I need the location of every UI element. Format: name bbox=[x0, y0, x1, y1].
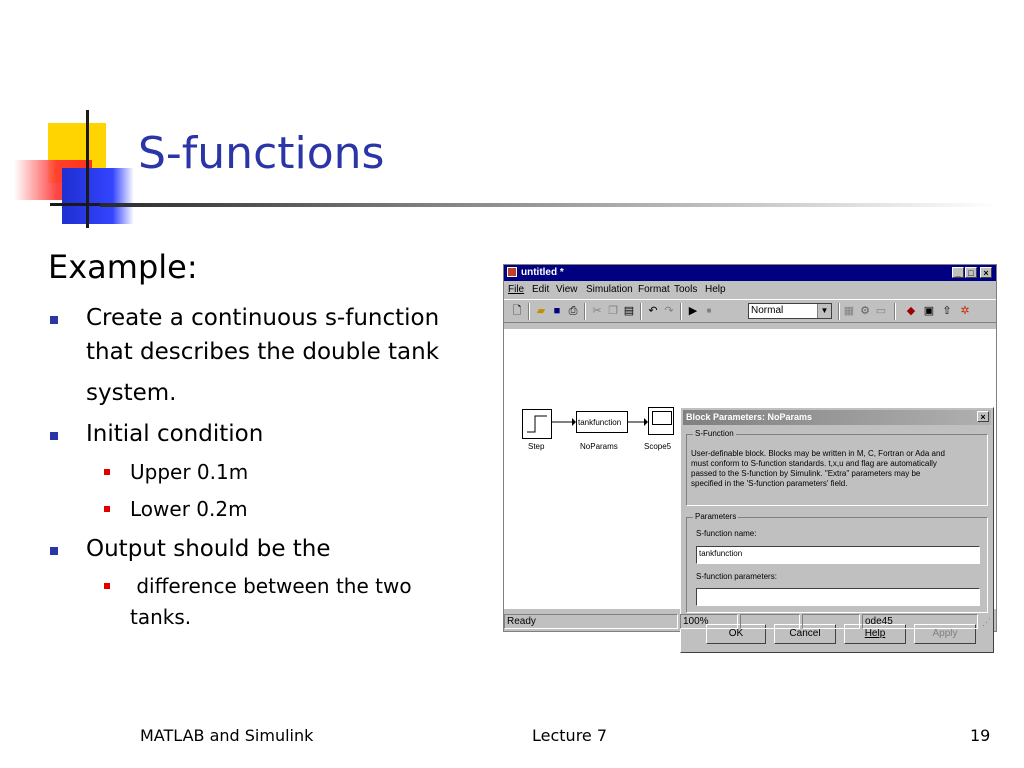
sfunction-block-text: tankfunction bbox=[578, 418, 622, 427]
description-line: must conform to S-function standards. t,x,u and flag are automatically bbox=[691, 459, 937, 468]
step-graph-icon bbox=[523, 410, 551, 438]
help-button[interactable]: Help bbox=[844, 624, 906, 644]
sub-bullet-marker bbox=[104, 469, 110, 475]
open-icon[interactable]: ▰ bbox=[536, 305, 546, 317]
toolbar-separator bbox=[680, 303, 682, 320]
bullet-create-line3: system. bbox=[86, 380, 177, 406]
cut-icon[interactable]: ✂ bbox=[592, 305, 602, 317]
sub-bullet-marker bbox=[104, 583, 110, 589]
bullet-create-line2: that describes the double tank bbox=[86, 339, 440, 365]
status-empty bbox=[740, 614, 800, 629]
sub-bullet-difference-line2: tanks. bbox=[130, 605, 192, 629]
menu-edit[interactable]: Edit bbox=[532, 284, 550, 295]
sub-bullet-lower: Lower 0.2m bbox=[130, 497, 248, 521]
dialog-title: Block Parameters: NoParams bbox=[686, 412, 813, 422]
example-label: Example: bbox=[48, 248, 198, 286]
sfunction-name-label: S-function name: bbox=[696, 529, 757, 538]
new-icon[interactable]: 🗋 bbox=[512, 305, 522, 317]
update-icon[interactable]: ✲ bbox=[960, 305, 970, 317]
maximize-icon[interactable]: □ bbox=[965, 267, 977, 278]
toolbar bbox=[504, 299, 996, 323]
bullet-marker bbox=[50, 547, 58, 555]
bullet-initial-condition: Initial condition bbox=[86, 421, 264, 447]
stop-icon[interactable]: ■ bbox=[706, 306, 712, 315]
minimize-icon[interactable]: _ bbox=[952, 267, 964, 278]
sub-bullet-difference-line1: difference between the two bbox=[130, 574, 412, 598]
dialog-close-icon[interactable]: × bbox=[977, 411, 989, 422]
status-bar bbox=[504, 613, 996, 631]
window-titlebar[interactable] bbox=[504, 265, 996, 281]
footer-page-number: 19 bbox=[970, 726, 991, 745]
chevron-down-icon[interactable]: ▼ bbox=[817, 304, 831, 318]
close-icon[interactable]: × bbox=[980, 267, 992, 278]
window-title: untitled * bbox=[521, 267, 564, 278]
simulation-mode-select[interactable] bbox=[748, 303, 832, 319]
print-icon[interactable]: ⎙ bbox=[568, 305, 578, 317]
menu-view[interactable]: View bbox=[556, 284, 578, 295]
menu-help[interactable]: Help bbox=[705, 284, 726, 295]
bullet-marker bbox=[50, 316, 58, 324]
scope-block[interactable] bbox=[648, 407, 674, 435]
library-browser-icon[interactable]: ▦ bbox=[843, 305, 855, 317]
start-icon[interactable]: ▶ bbox=[688, 305, 698, 317]
bullet-output: Output should be the bbox=[86, 536, 331, 562]
paste-icon[interactable]: ▤ bbox=[623, 305, 635, 317]
toolbar-separator bbox=[528, 303, 530, 320]
toolbar-separator bbox=[640, 303, 642, 320]
slide-title: S-functions bbox=[138, 128, 385, 179]
footer-course: MATLAB and Simulink bbox=[140, 726, 314, 745]
status-empty bbox=[802, 614, 860, 629]
cancel-button[interactable]: Cancel bbox=[774, 624, 836, 644]
logo-vertical-line bbox=[86, 110, 89, 228]
sfunction-group-label: S-Function bbox=[695, 429, 734, 438]
status-zoom: 100% bbox=[680, 614, 738, 629]
toolbar-separator bbox=[838, 303, 840, 320]
menu-file[interactable]: File bbox=[508, 284, 525, 295]
simulation-mode-value: Normal bbox=[751, 305, 784, 316]
resize-grip-icon[interactable]: ⋰ bbox=[982, 617, 991, 627]
menu-bar bbox=[504, 282, 996, 298]
dialog-titlebar[interactable] bbox=[683, 410, 991, 425]
description-line: passed to the S-function by Simulink. "Extra" parameters may be bbox=[691, 469, 921, 478]
bullet-create-line1: Create a continuous s-function bbox=[86, 305, 440, 331]
sfunction-parameters-label: S-function parameters: bbox=[696, 572, 777, 581]
model-explorer-icon[interactable]: ⚙ bbox=[860, 305, 870, 317]
sub-bullet-upper: Upper 0.1m bbox=[130, 460, 249, 484]
step-label: Step bbox=[528, 442, 545, 451]
sfunction-name-input[interactable]: tankfunction bbox=[696, 546, 980, 564]
menu-simulation[interactable]: Simulation bbox=[586, 284, 633, 295]
description-line: specified in the 'S-function parameters' field. bbox=[691, 479, 848, 488]
step-block[interactable] bbox=[522, 409, 552, 439]
signal-line bbox=[628, 417, 648, 427]
debug-icon[interactable]: ▭ bbox=[875, 305, 887, 317]
copy-icon[interactable]: ❐ bbox=[608, 305, 618, 317]
title-rule bbox=[100, 203, 1000, 207]
menu-tools[interactable]: Tools bbox=[674, 284, 698, 295]
toolbar-separator bbox=[894, 303, 896, 320]
description-line: User-definable block. Blocks may be written in M, C, Fortran or Ada and bbox=[691, 449, 945, 458]
ok-button[interactable]: OK bbox=[706, 624, 766, 644]
undo-icon[interactable]: ↶ bbox=[648, 305, 658, 317]
sfunction-parameters-input[interactable] bbox=[696, 588, 980, 606]
parameters-group-label: Parameters bbox=[695, 512, 737, 521]
properties-icon[interactable]: ▣ bbox=[923, 305, 935, 317]
redo-icon[interactable]: ↷ bbox=[664, 305, 674, 317]
status-solver: ode45 bbox=[862, 614, 978, 629]
save-icon[interactable]: ■ bbox=[553, 305, 561, 317]
logo-blue-square bbox=[62, 168, 134, 224]
footer-lecture: Lecture 7 bbox=[532, 726, 608, 745]
bullet-marker bbox=[50, 432, 58, 440]
scope-label: Scope5 bbox=[644, 442, 672, 451]
sfunction-label: NoParams bbox=[580, 442, 618, 451]
up-arrow-icon[interactable]: ⇧ bbox=[942, 305, 952, 317]
menu-format[interactable]: Format bbox=[638, 284, 670, 295]
sub-bullet-marker bbox=[104, 506, 110, 512]
simulink-app-icon bbox=[507, 267, 517, 277]
apply-button[interactable]: Apply bbox=[914, 624, 976, 644]
sfunction-block[interactable] bbox=[576, 411, 628, 433]
toolbar-separator bbox=[584, 303, 586, 320]
block-icon[interactable]: ◆ bbox=[906, 305, 916, 317]
simulink-window bbox=[503, 264, 997, 639]
scope-screen-icon bbox=[652, 411, 672, 425]
signal-line bbox=[552, 417, 576, 427]
status-ready: Ready bbox=[504, 614, 678, 629]
